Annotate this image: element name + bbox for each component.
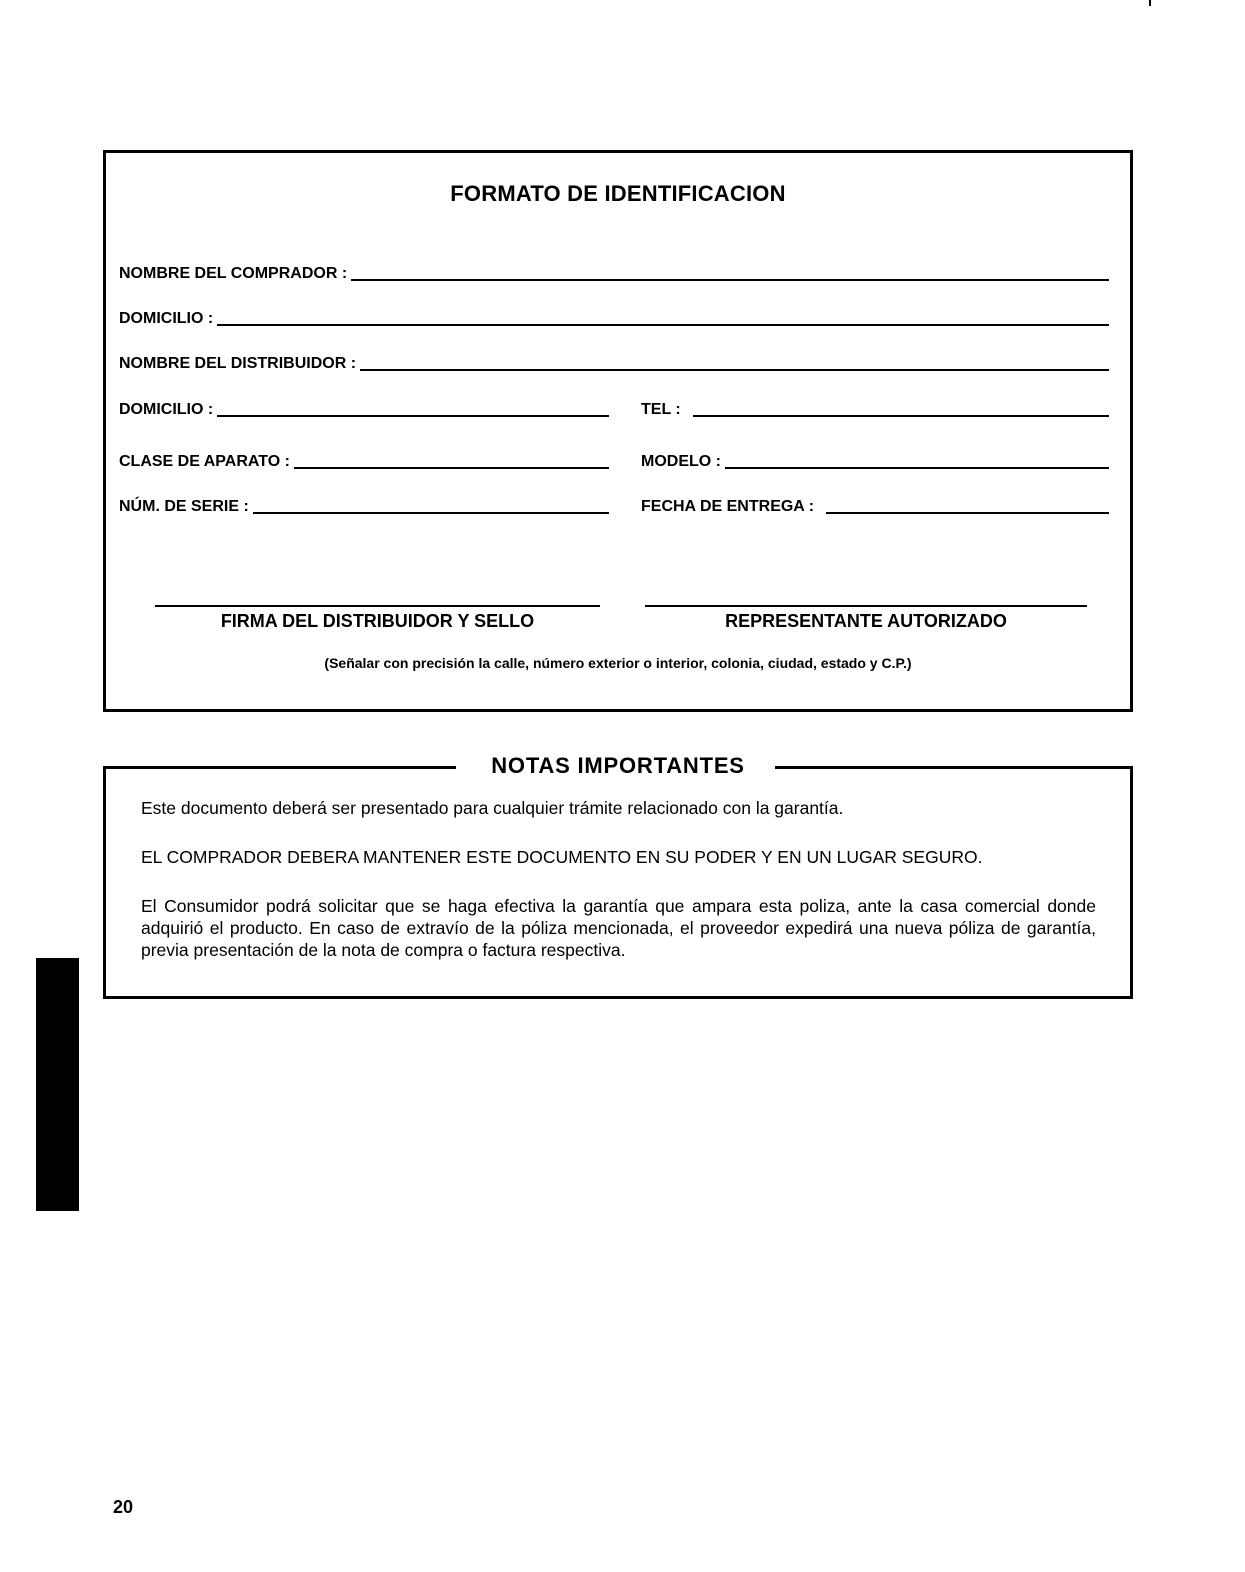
important-notes xyxy=(103,753,1133,999)
address-instructions: (Señalar con precisión la calle, número exterior o interior, colonia, ciudad, estado y C.P.) xyxy=(324,655,912,671)
distributor-signature[interactable] xyxy=(155,605,600,632)
delivery-date-label: FECHA DE ENTREGA : xyxy=(641,498,815,515)
buyer-name-field[interactable] xyxy=(119,259,1109,283)
serial-number-label: NÚM. DE SERIE : xyxy=(119,498,249,515)
distributor-address-field[interactable] xyxy=(119,395,609,419)
distributor-address-line[interactable] xyxy=(217,415,609,417)
distributor-signature-label: FIRMA DEL DISTRIBUIDOR Y SELLO xyxy=(220,611,535,631)
phone-field[interactable] xyxy=(641,395,1109,419)
page-edge-mark xyxy=(1149,0,1151,6)
distributor-address-label: DOMICILIO : xyxy=(119,401,214,418)
delivery-date-field[interactable] xyxy=(641,492,1109,516)
device-class-line[interactable] xyxy=(294,467,609,469)
distributor-name-label: NOMBRE DEL DISTRIBUIDOR : xyxy=(119,355,357,372)
representative-signature-line[interactable] xyxy=(645,605,1087,607)
side-tab-marker xyxy=(36,958,79,1211)
notes-top-rule-right xyxy=(775,766,1133,769)
model-line[interactable] xyxy=(725,467,1109,469)
notes-title: NOTAS IMPORTANTES xyxy=(466,752,770,780)
distributor-signature-line[interactable] xyxy=(155,605,600,607)
buyer-name-label: NOMBRE DEL COMPRADOR : xyxy=(119,265,348,282)
form-title: FORMATO DE IDENTIFICACION xyxy=(450,181,786,206)
serial-number-line[interactable] xyxy=(253,512,609,514)
address-line[interactable] xyxy=(217,324,1109,326)
phone-line[interactable] xyxy=(693,415,1109,417)
address-label: DOMICILIO : xyxy=(119,310,214,327)
distributor-name-line[interactable] xyxy=(360,369,1109,371)
phone-label: TEL : xyxy=(641,401,681,418)
device-class-field[interactable] xyxy=(119,447,609,471)
distributor-name-field[interactable] xyxy=(119,349,1109,373)
representative-signature-label: REPRESENTANTE AUTORIZADO xyxy=(725,611,1007,631)
delivery-date-line[interactable] xyxy=(826,512,1109,514)
notes-paragraph: El Consumidor podrá solicitar que se haga efectiva la garantía que ampara esta poliza, ante la casa comercial donde adquirió el producto. En caso de extravío de la póliza mencionada, el proveedor expedirá una nueva póliza de garantía, previa presentación de la nota de compra o factura respectiva. xyxy=(141,896,1096,960)
address-field[interactable] xyxy=(119,304,1109,328)
identification-form xyxy=(103,150,1133,712)
notes-paragraph: Este documento deberá ser presentado para cualquier trámite relacionado con la garantía. xyxy=(141,798,844,818)
model-field[interactable] xyxy=(641,447,1109,471)
page-number: 20 xyxy=(113,1497,134,1517)
serial-number-field[interactable] xyxy=(119,492,609,516)
model-label: MODELO : xyxy=(641,453,721,470)
buyer-name-line[interactable] xyxy=(351,279,1109,281)
device-class-label: CLASE DE APARATO : xyxy=(119,453,290,470)
representative-signature[interactable] xyxy=(645,605,1087,632)
notes-top-rule-left xyxy=(103,766,456,769)
notes-paragraph: EL COMPRADOR DEBERA MANTENER ESTE DOCUMENTO EN SU PODER Y EN UN LUGAR SEGURO. xyxy=(141,847,983,867)
